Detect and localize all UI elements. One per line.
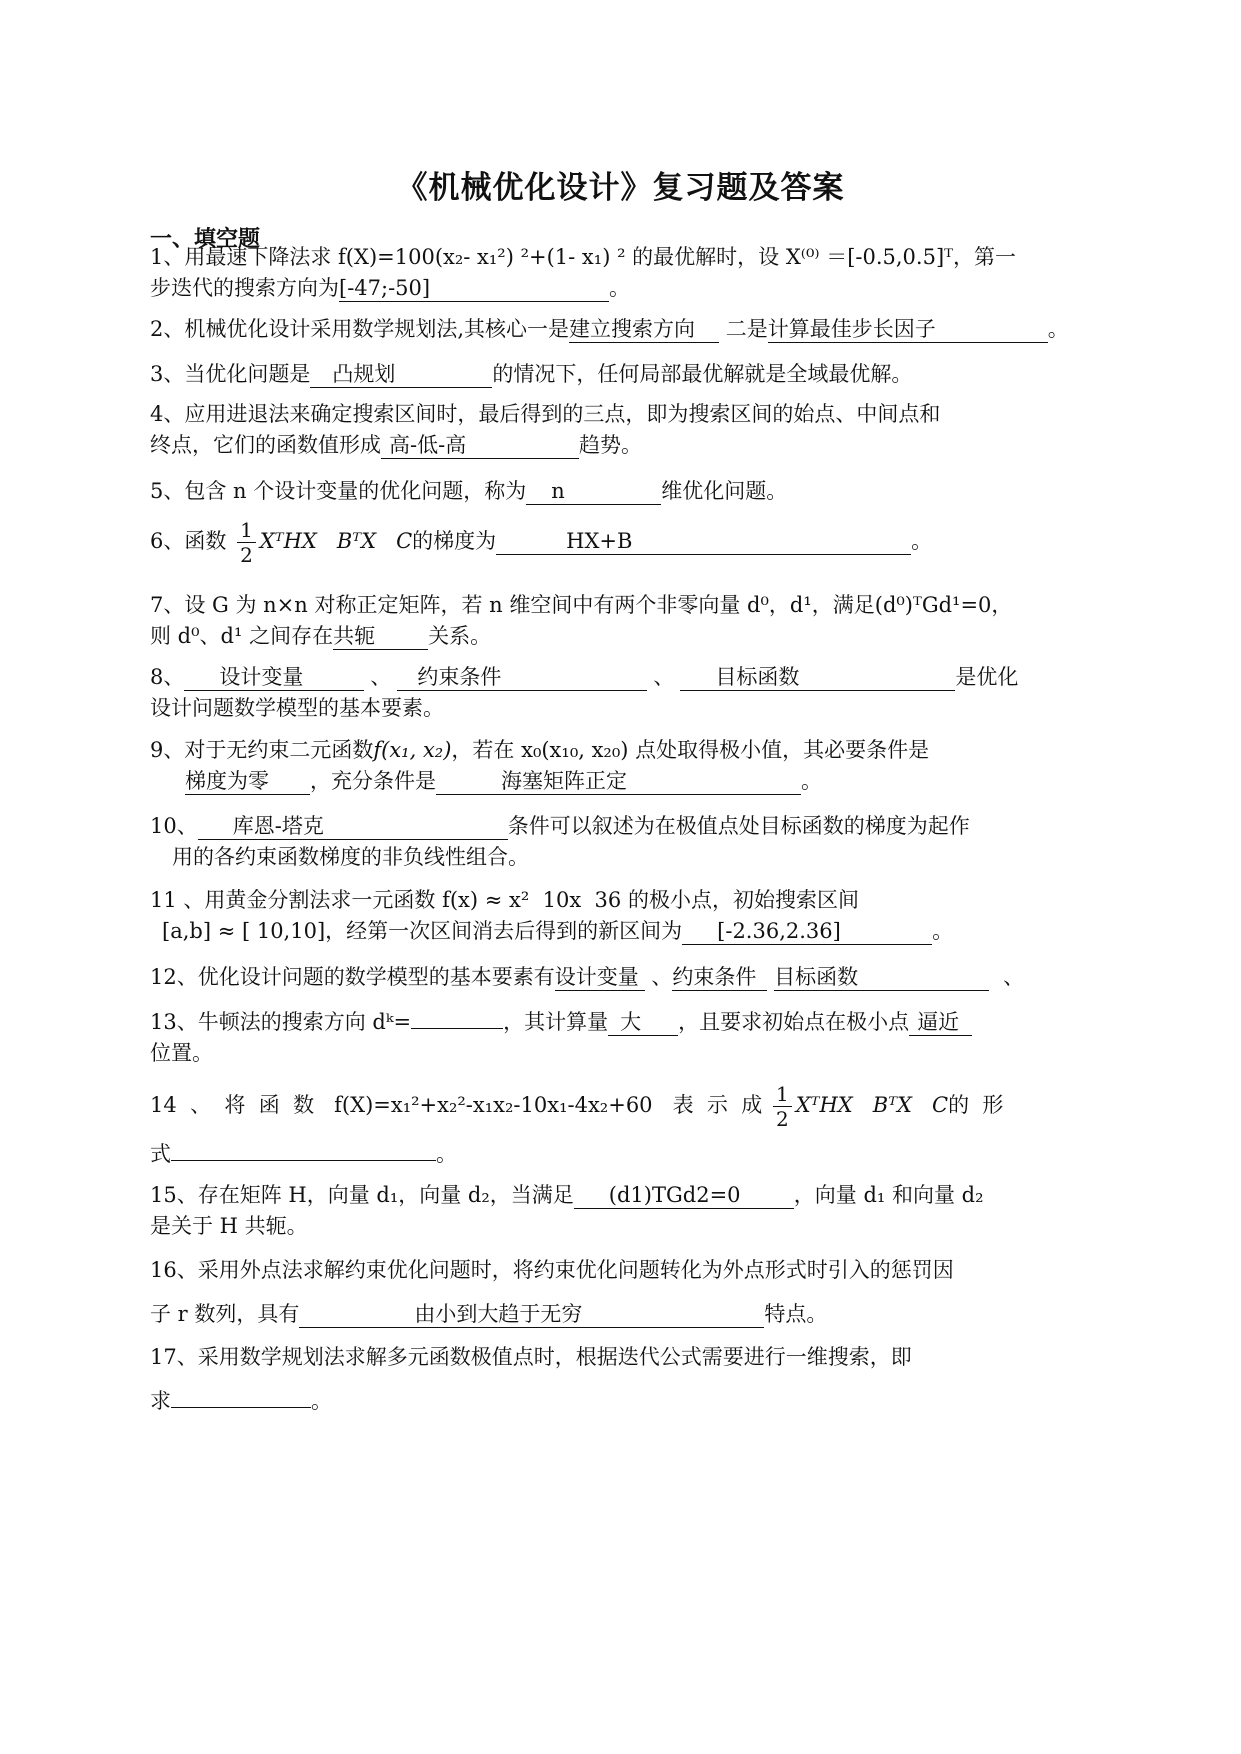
q15-text: 15、存在矩阵 H，向量 d₁，向量 d₂，当满足 (150, 1183, 574, 1207)
q10-text: 10、 (150, 814, 198, 838)
q11-line1: 11 、用黄金分割法求一元函数 f(x) ≈ x² 10x 36 的极小点，初始搜索区间 (150, 888, 859, 912)
q13-text: 13、牛顿法的搜索方向 dᵏ= (150, 1010, 412, 1034)
q6-answer: HX+B (496, 528, 911, 555)
q13-line2: 位置。 (150, 1041, 213, 1065)
q11-end: 。 (932, 919, 954, 943)
q14-post: 的 形 (948, 1093, 1004, 1117)
q14-expression: XᵀHX BᵀX C (795, 1093, 949, 1117)
q10-line1 (150, 811, 1095, 842)
q3-line (150, 359, 1095, 390)
q4-answer: 高-低-高 (381, 432, 579, 459)
q7-post: 关系。 (428, 624, 492, 648)
q9-mid: ，若在 x₀(x₁₀, x₂₀) 点处取得极小值，其必要条件是 (451, 738, 930, 762)
q17-line2 (150, 1379, 1095, 1423)
q12-answer-3: 目标函数 (774, 964, 989, 991)
q12-answer-1: 设计变量 (555, 964, 645, 991)
q13-answer-2: 大 (608, 1009, 678, 1036)
q10-post: 条件可以叙述为在极值点处目标函数的梯度为起作 (507, 814, 970, 838)
q10-line2: 用的各约束函数梯度的非负线性组合。 (172, 845, 529, 869)
question-10 (150, 811, 1095, 873)
q8-post: 是优化 (955, 665, 1019, 689)
q12-text: 12、优化设计问题的数学模型的基本要素有 (150, 965, 555, 989)
q8-line1 (150, 662, 1095, 693)
q5-line (150, 476, 1095, 507)
question-9 (150, 735, 1095, 797)
q4-post: 趋势。 (579, 433, 642, 457)
q16-line2 (150, 1292, 1095, 1336)
q6-fraction (237, 518, 256, 567)
q4-line2 (150, 430, 1095, 461)
q9-end: 。 (801, 769, 822, 793)
q14-answer (171, 1160, 436, 1161)
q15-line1 (150, 1180, 1095, 1211)
q13-mid: ，其计算量 (503, 1010, 609, 1034)
q14-line1 (150, 1082, 1095, 1131)
q5-text: 5、包含 n 个设计变量的优化问题，称为 (150, 479, 527, 503)
section-heading: 一、填空题 (150, 227, 261, 252)
q2-line (150, 314, 1150, 345)
q13-line1 (150, 1007, 1095, 1038)
q5-answer: n (526, 478, 661, 505)
q2-text: 2、机械优化设计采用数学规划法,其核心一是 (150, 317, 570, 341)
q6-denominator: 2 (240, 543, 253, 567)
q7-line2 (150, 621, 1095, 652)
question-16 (150, 1248, 1095, 1336)
q6-line (150, 518, 1095, 567)
q8-answer-1: 设计变量 (184, 664, 364, 691)
question-5 (150, 476, 1095, 507)
q15-post: ，向量 d₁ 和向量 d₂ (793, 1183, 984, 1207)
q3-answer: 凸规划 (310, 361, 492, 388)
q9-answer-2: 海塞矩阵正定 (436, 768, 801, 795)
q11-answer: [-2.36,2.36] (682, 918, 932, 945)
question-7 (150, 590, 1095, 652)
question-14 (150, 1082, 1095, 1170)
q6-mid: 的梯度为 (412, 529, 497, 553)
q8-answer-2: 约束条件 (397, 664, 647, 691)
question-8 (150, 662, 1095, 724)
q1-line2 (150, 273, 1095, 304)
q9-line2 (150, 766, 1095, 797)
q7-text: 则 d⁰、d¹ 之间存在 (150, 624, 334, 648)
q14-numerator: 1 (773, 1082, 792, 1107)
question-6 (150, 518, 1095, 567)
question-12 (150, 962, 1150, 993)
question-2 (150, 314, 1150, 345)
document-title: 《机械优化设计》复习题及答案 (396, 170, 845, 206)
q17-end: 。 (311, 1389, 332, 1413)
question-13 (150, 1007, 1095, 1069)
q1-end: 。 (609, 276, 630, 300)
q10-answer: 库恩-塔克 (198, 813, 508, 840)
q6-expression: XᵀHX BᵀX C (259, 529, 413, 553)
q9-function: f(x₁, x₂) (373, 738, 452, 762)
q12-line (150, 962, 1150, 993)
q14-end: 。 (436, 1142, 457, 1166)
q4-line1: 4、应用进退法来确定搜索区间时，最后得到的三点，即为搜索区间的始点、中间点和 (150, 402, 941, 426)
q16-text: 子 r 数列，具有 (150, 1302, 300, 1326)
q11-line2 (150, 916, 1095, 947)
q13-mid2: ，且要求初始点在极小点 (678, 1010, 910, 1034)
q16-line1: 16、采用外点法求解约束优化问题时，将约束优化问题转化为外点形式时引入的惩罚因 (150, 1258, 954, 1282)
q6-numerator: 1 (237, 518, 256, 543)
q2-mid: 二是 (719, 317, 768, 341)
q6-text: 6、函数 (150, 529, 227, 553)
q8-line2: 设计问题数学模型的基本要素。 (150, 696, 444, 720)
q14-line2 (150, 1139, 1095, 1170)
q14-fraction (773, 1082, 792, 1131)
q16-post: 特点。 (764, 1302, 828, 1326)
q12-sep-2 (767, 965, 774, 989)
q17-line1: 17、采用数学规划法求解多元函数极值点时，根据迭代公式需要进行一维搜索，即 (150, 1345, 912, 1369)
q17-text: 求 (150, 1389, 171, 1413)
q8-text: 8、 (150, 665, 185, 689)
question-17 (150, 1335, 1095, 1423)
q12-end: 、 (1003, 965, 1025, 989)
q7-line1: 7、设 G 为 n×n 对称正定矩阵，若 n 维空间中有两个非零向量 d⁰，d¹，满足(d⁰)ᵀGd¹=0， (150, 593, 1013, 617)
q1-line1: 1、用最速下降法求 f(X)=100(x₂- x₁²) ²+(1- x₁) ² 的最优解时，设 X⁽⁰⁾ ＝[-0.5,0.5]ᵀ，第一 (150, 245, 1016, 269)
q8-sep-1: 、 (370, 665, 392, 689)
q5-post: 维优化问题。 (661, 479, 788, 503)
q16-answer: 由小到大趋于无穷 (299, 1301, 764, 1328)
q7-answer: 共轭 (333, 623, 428, 650)
q12-sep-1: 、 (644, 965, 673, 989)
q3-post: 的情况下，任何局部最优解就是全域最优解。 (492, 362, 913, 386)
q15-line2: 是关于 H 共轭。 (150, 1214, 308, 1238)
q3-text: 3、当优化问题是 (150, 362, 311, 386)
q17-answer (171, 1407, 311, 1408)
q11-text: [a,b] ≈ [ 10,10]，经第一次区间消去后得到的新区间为 (162, 919, 683, 943)
q12-answer-2: 约束条件 (672, 964, 767, 991)
q9-mid2: ，充分条件是 (310, 769, 436, 793)
q2-end: 。 (1047, 317, 1069, 341)
q2-answer-2: 计算最佳步长因子 (768, 316, 1048, 343)
question-11 (150, 885, 1095, 947)
question-1 (150, 242, 1095, 304)
q9-line1 (150, 735, 1095, 766)
q13-answer-1 (411, 1028, 503, 1029)
q9-text: 9、对于无约束二元函数 (150, 738, 374, 762)
q4-text: 终点，它们的函数值形成 (150, 433, 381, 457)
q1-text: 步迭代的搜索方向为 (150, 276, 339, 300)
q15-answer: (d1)TGd2=0 (574, 1182, 794, 1209)
q13-answer-3: 逼近 (909, 1009, 972, 1036)
question-3 (150, 359, 1095, 390)
question-15 (150, 1180, 1095, 1242)
q8-answer-3: 目标函数 (680, 664, 955, 691)
q14-text: 14 、 将 函 数 f(X)=x₁²+x₂²-x₁x₂-10x₁-4x₂+60 表 示 成 (150, 1093, 763, 1117)
q9-answer-1: 梯度为零 (185, 768, 310, 795)
q8-sep-2: 、 (653, 665, 675, 689)
q2-answer-1: 建立搜索方向 (569, 316, 719, 343)
q6-end: 。 (911, 529, 933, 553)
question-4 (150, 399, 1095, 461)
q14-denominator: 2 (775, 1107, 789, 1131)
q14-text-2: 式 (150, 1142, 171, 1166)
q1-answer: [-47;-50] (339, 275, 609, 302)
